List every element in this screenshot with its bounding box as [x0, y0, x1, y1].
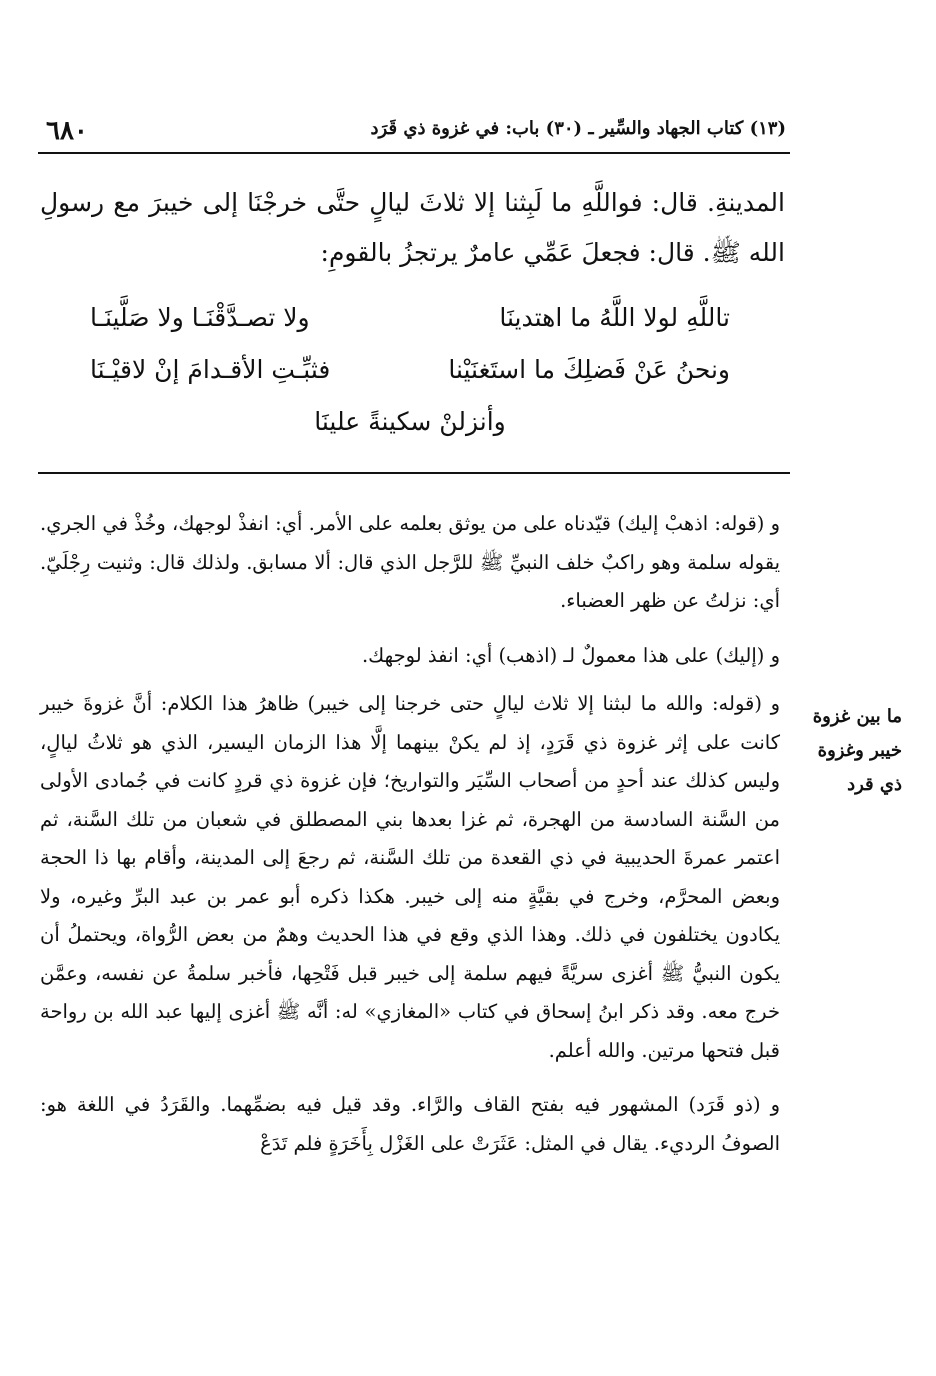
verse-second-hemistich: فثبِّـتِ الأقـدامَ إنْ لاقيْـنَا — [90, 355, 331, 384]
verse-row — [90, 344, 730, 396]
commentary-paragraph: و (قوله: والله ما لبثنا إلا ثلاث ليالٍ حتى خرجنا إلى خيبر) ظاهرُ هذا الكلام: أنَّ غزوةَ خيبر كانت على إثر غزوة ذي قَرَدٍ، إذ لم يكنْ بينهما إلَّا هذا الزمان اليسير، الذي هو ثلاثُ ليالٍ، وليس كذلك عند أحدٍ من أصحاب السِّيَر والتواريخ؛ فإن غزوة ذي قردٍ كانت في جُمادى الأولى من السَّنة السادسة من الهجرة، ثم غزا بعدها بني المصطلق في شعبان من تلك السَّنة، ثم اعتمر عمرةَ الحديبية في ذي القعدة من تلك السَّنة، ثم رجعَ إلى المدينة، وأقام بها ذا الحجة وبعض المحرَّم، وخرج في بقيَّةٍ منه إلى خيبر. هكذا ذكره أبو عمر بن عبد البرِّ وغيره، ولا يكادون يختلفون في ذلك. وهذا الذي وقع في هذا الحديث وهمٌ من بعض الرُّواة، ويحتملُ أن يكون النبيُّ ﷺ أغزى سريَّةً فيهم سلمة إلى خيبر قبل فَتْحِها، فأخبر سلمةُ عن نفسه، وعمَّن خرج معه. وقد ذكر ابنُ إسحاق في كتاب «المغازي» له: أنَّه ﷺ أغزى إليها عبد الله بن رواحة قبل فتحها مرتين. والله أعلم. — [40, 692, 780, 1062]
verse-row — [90, 292, 730, 344]
margin-note: ما بين غزوة خيبر وغزوة ذي قرد — [812, 706, 902, 795]
hadith-paragraph: المدينةِ. قال: فواللَّهِ ما لَبِثنا إلا ثلاثَ ليالٍ حتَّى خرجْنَا إلى خيبرَ مع رسولِ الله ﷺ. قال: فجعلَ عَمِّي عامرٌ يرتجزُ بالقومِ: — [40, 188, 785, 267]
verse-final-line: وأنزلنْ سكينةً علينَا — [314, 407, 506, 436]
poem — [90, 292, 730, 448]
hadith-text — [40, 178, 785, 278]
page-number: ٦٨٠ — [46, 116, 88, 146]
section-divider — [38, 472, 790, 474]
commentary-paragraph: و (قوله: اذهبْ إليك) قيّدناه على من يوثق بعلمه على الأمر. أي: انفذْ لوجهك، وخُذْ في الجري. يقوله سلمة وهو راكبٌ خلف النبيِّ ﷺ للرَّجل الذي قال: ألا مسابق. ولذلك قال: وثنيت رِجْلَيّ. أي: نزلتُ عن ظهر العضباء. — [40, 512, 780, 612]
commentary-paragraph: و (ذو قَرَد) المشهور فيه بفتح القاف والرَّاء. وقد قيل فيه بضمِّهما. والقَرَدُ في اللغة هو: الصوفُ الرديء. يقال في المثل: عَثَرَتْ على الغَزْل بِأَخَرَةٍ فلم تَدَعْ — [40, 1093, 780, 1155]
running-title: (١٣) كتاب الجهاد والسِّير ـ (٣٠) باب: في غزوة ذي قَرَد — [370, 118, 786, 139]
commentary — [40, 505, 780, 1173]
page-header — [38, 112, 790, 154]
verse-first-hemistich: تاللَّهِ لولا اللَّهُ ما اهتدينَا — [499, 303, 730, 332]
commentary-paragraph: و (إليك) على هذا معمولٌ لـ (اذهب) أي: انفذ لوجهك. — [361, 643, 780, 667]
verse-second-hemistich: ولا تصـدَّقْنَـا ولا صَلَّينَـا — [90, 303, 310, 332]
verse-first-hemistich: ونحنُ عَنْ فَضلِكَ ما استَغنَيْنا — [448, 355, 730, 384]
